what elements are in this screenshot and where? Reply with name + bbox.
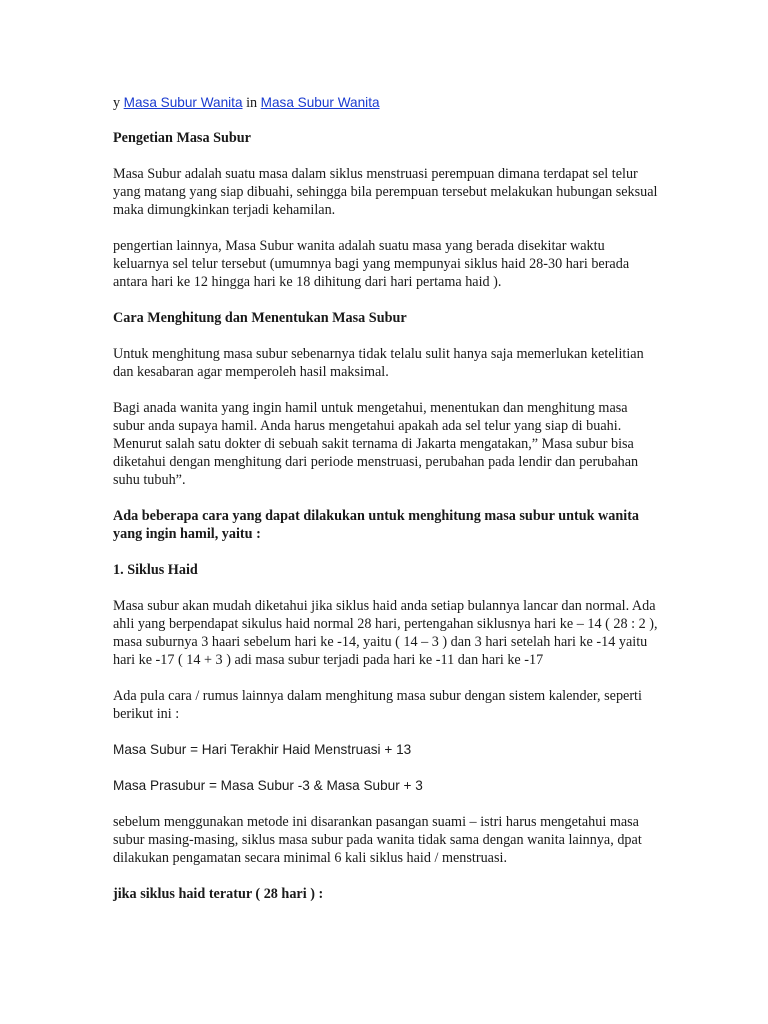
section-heading-regular-cycle: jika siklus haid teratur ( 28 hari ) : xyxy=(113,886,324,902)
formula-pre-fertile-period: Masa Prasubur = Masa Subur -3 & Masa Subur + 3 xyxy=(113,778,423,793)
paragraph-method-advice: sebelum menggunakan metode ini disarankan pasangan suami – istri harus mengetahui masa subur masing-masing, siklus masa subur pada wanita tidak sama dengan wanita lainnya, dpat dilakukan pengamatan secara minimal 6 kali siklus haid / menstruasi. xyxy=(113,814,642,866)
document-page xyxy=(113,94,658,921)
byline-prefix: y xyxy=(113,95,124,111)
paragraph-definition-alt: pengertian lainnya, Masa Subur wanita adalah suatu masa yang berada disekitar waktu keluarnya sel telur tersebut (umumnya bagi yang mempunyai siklus haid 28-30 hari berada antara hari ke 12 hingga hari ke 18 dihitung dari hari pertama haid ). xyxy=(113,238,630,290)
section-heading-definition: Pengetian Masa Subur xyxy=(113,130,251,146)
paragraph-calendar-method: Ada pula cara / rumus lainnya dalam menghitung masa subur dengan sistem kalender, seperti berikut ini : xyxy=(113,688,642,722)
category-link[interactable]: Masa Subur Wanita xyxy=(123,95,243,110)
byline xyxy=(113,94,658,112)
paragraph-doctor-quote: Bagi anada wanita yang ingin hamil untuk mengetahui, menentukan dan menghitung masa subur anda supaya hamil. Anda harus mengetahui apakah ada sel telur yang siap di buahi. Menurut salah satu dokter di sebuah sakit ternama di Jakarta mengatakan,” Masa subur bisa diketahui dengan menghitung dari periode menstruasi, perubahan pada lendir dan perubahan suhu tubuh”. xyxy=(113,400,639,488)
byline-middle: in xyxy=(242,95,261,111)
paragraph-cycle-explanation: Masa subur akan mudah diketahui jika siklus haid anda setiap bulannya lancar dan normal. Ada ahli yang berpendapat sikulus haid normal 28 hari, pertengahan siklusnya hari ke – 14 ( 28 : 2 ), masa suburnya 3 haari sebelum hari ke -14, yaitu ( 14 – 3 ) dan 3 hari setelah hari ke -14 yaitu hari ke -17 ( 14 + 3 ) adi masa subur terjadi pada hari ke -11 dan hari ke -17 xyxy=(113,598,658,668)
section-heading-menstrual-cycle: 1. Siklus Haid xyxy=(113,562,198,578)
formula-fertile-period: Masa Subur = Hari Terakhir Haid Menstruasi + 13 xyxy=(113,742,412,757)
section-heading-calculation: Cara Menghitung dan Menentukan Masa Subur xyxy=(113,310,407,326)
tag-link[interactable]: Masa Subur Wanita xyxy=(260,95,380,110)
paragraph-definition: Masa Subur adalah suatu masa dalam siklus menstruasi perempuan dimana terdapat sel telur yang matang yang siap dibuahi, sehingga bila perempuan tersebut melakukan hubungan seksual maka dimungkinkan terjadi kehamilan. xyxy=(113,166,658,218)
section-heading-methods: Ada beberapa cara yang dapat dilakukan untuk menghitung masa subur untuk wanita yang ingin hamil, yaitu : xyxy=(113,508,640,542)
paragraph-calculation-intro: Untuk menghitung masa subur sebenarnya tidak telalu sulit hanya saja memerlukan ketelitian dan kesabaran agar memperoleh hasil maksimal. xyxy=(113,346,644,380)
